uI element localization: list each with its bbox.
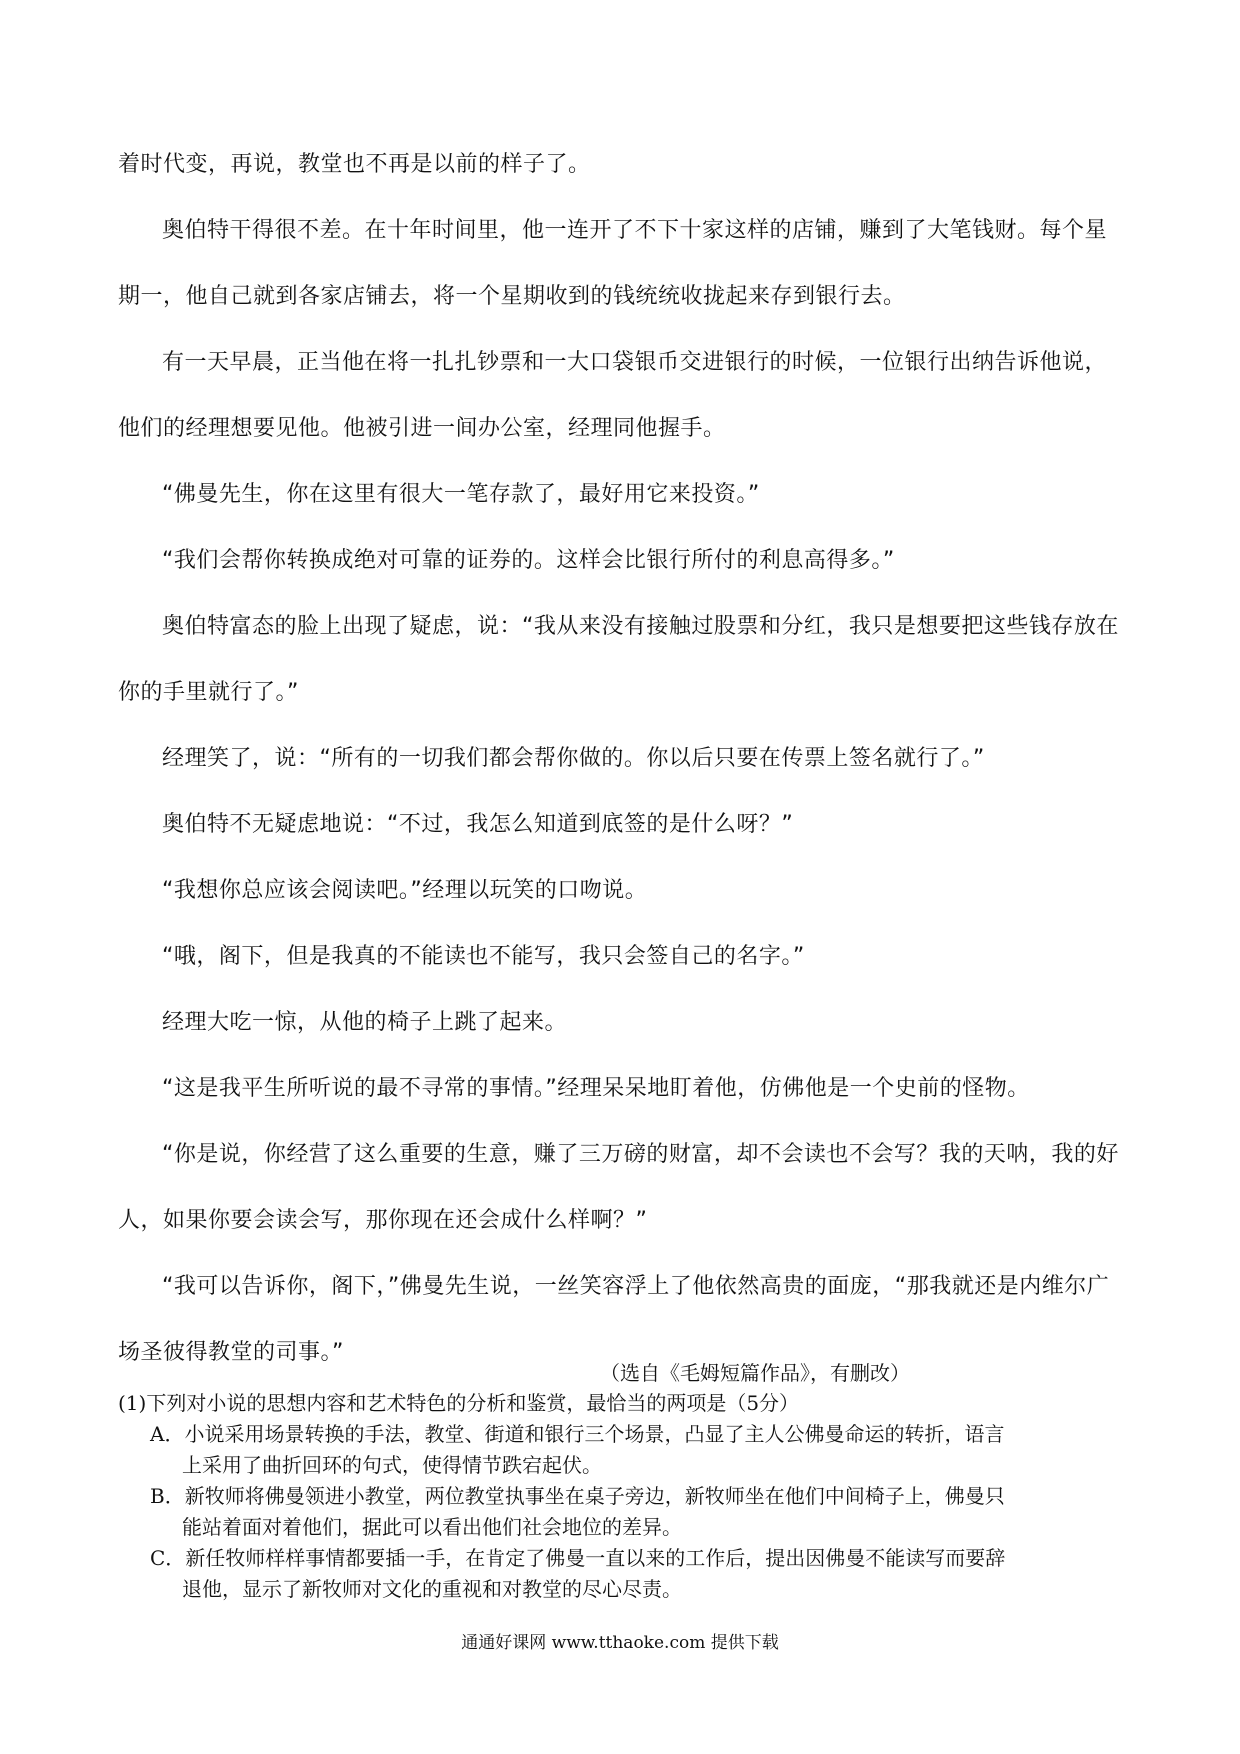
option-label: C． xyxy=(150,1546,186,1570)
option-b xyxy=(150,1481,1018,1543)
page-footer: 通通好课网 www.tthaoke.com 提供下载 xyxy=(461,1633,779,1653)
option-text: 新任牧师样样事情都要插一手，在肯定了佛曼一直以来的工作后，提出因佛曼不能读写而要辞退他，显示了新牧师对文化的重视和对教堂的尽心尽责。 xyxy=(182,1546,1006,1601)
story-paragraph-4: “佛曼先生，你在这里有很大一笔存款了，最好用它来投资。” xyxy=(162,482,760,507)
story-paragraph-9: “我想你总应该会阅读吧。”经理以玩笑的口吻说。 xyxy=(162,878,648,903)
story-paragraph-5: “我们会帮你转换成绝对可靠的证券的。这样会比银行所付的利息高得多。” xyxy=(162,548,895,573)
story-text xyxy=(118,132,1128,1386)
story-paragraph-8: 奥伯特不无疑虑地说：“不过，我怎么知道到底签的是什么呀？” xyxy=(162,812,794,837)
question-stem: (1)下列对小说的思想内容和艺术特色的分析和鉴赏，最恰当的两项是（5分） xyxy=(118,1391,800,1415)
option-text: 小说采用场景转换的手法，教堂、街道和银行三个场景，凸显了主人公佛曼命运的转折，语言上采用了曲折回环的句式，使得情节跌宕起伏。 xyxy=(182,1422,1005,1477)
source-citation: （选自《毛姆短篇作品》，有删改） xyxy=(600,1361,910,1385)
story-paragraph-1: 着时代变，再说，教堂也不再是以前的样子了。 xyxy=(118,152,591,177)
option-text: 新牧师将佛曼领进小教堂，两位教堂执事坐在桌子旁边，新牧师坐在他们中间椅子上，佛曼只能站着面对着他们，据此可以看出他们社会地位的差异。 xyxy=(182,1484,1005,1539)
story-paragraph-11: 经理大吃一惊，从他的椅子上跳了起来。 xyxy=(162,1010,568,1035)
story-paragraph-14: “我可以告诉你，阁下，”佛曼先生说，一丝笑容浮上了他依然高贵的面庞，“那我就还是内维尔广场圣彼得教堂的司事。” xyxy=(118,1274,1110,1365)
option-a xyxy=(150,1419,1018,1481)
option-label: B． xyxy=(150,1484,185,1508)
question-block xyxy=(118,1388,1018,1605)
option-label: A． xyxy=(150,1422,185,1446)
story-paragraph-3: 有一天早晨，正当他在将一扎扎钞票和一大口袋银币交进银行的时候，一位银行出纳告诉他说，他们的经理想要见他。他被引进一间办公室，经理同他握手。 xyxy=(118,350,1108,441)
story-paragraph-6: 奥伯特富态的脸上出现了疑虑，说：“我从来没有接触过股票和分红，我只是想要把这些钱存放在你的手里就行了。” xyxy=(118,614,1119,705)
option-c xyxy=(150,1543,1018,1605)
story-paragraph-2: 奥伯特干得很不差。在十年时间里，他一连开了不下十家这样的店铺，赚到了大笔钱财。每个星期一，他自己就到各家店铺去，将一个星期收到的钱统统收拢起来存到银行去。 xyxy=(118,218,1108,309)
story-paragraph-7: 经理笑了，说：“所有的一切我们都会帮你做的。你以后只要在传票上签名就行了。” xyxy=(162,746,985,771)
story-paragraph-10: “哦，阁下，但是我真的不能读也不能写，我只会签自己的名字。” xyxy=(162,944,805,969)
story-paragraph-12: “这是我平生所听说的最不寻常的事情。”经理呆呆地盯着他，仿佛他是一个史前的怪物。 xyxy=(162,1076,1030,1101)
story-paragraph-13: “你是说，你经营了这么重要的生意，赚了三万磅的财富，却不会读也不会写？我的天呐，我的好人，如果你要会读会写，那你现在还会成什么样啊？” xyxy=(118,1142,1119,1233)
